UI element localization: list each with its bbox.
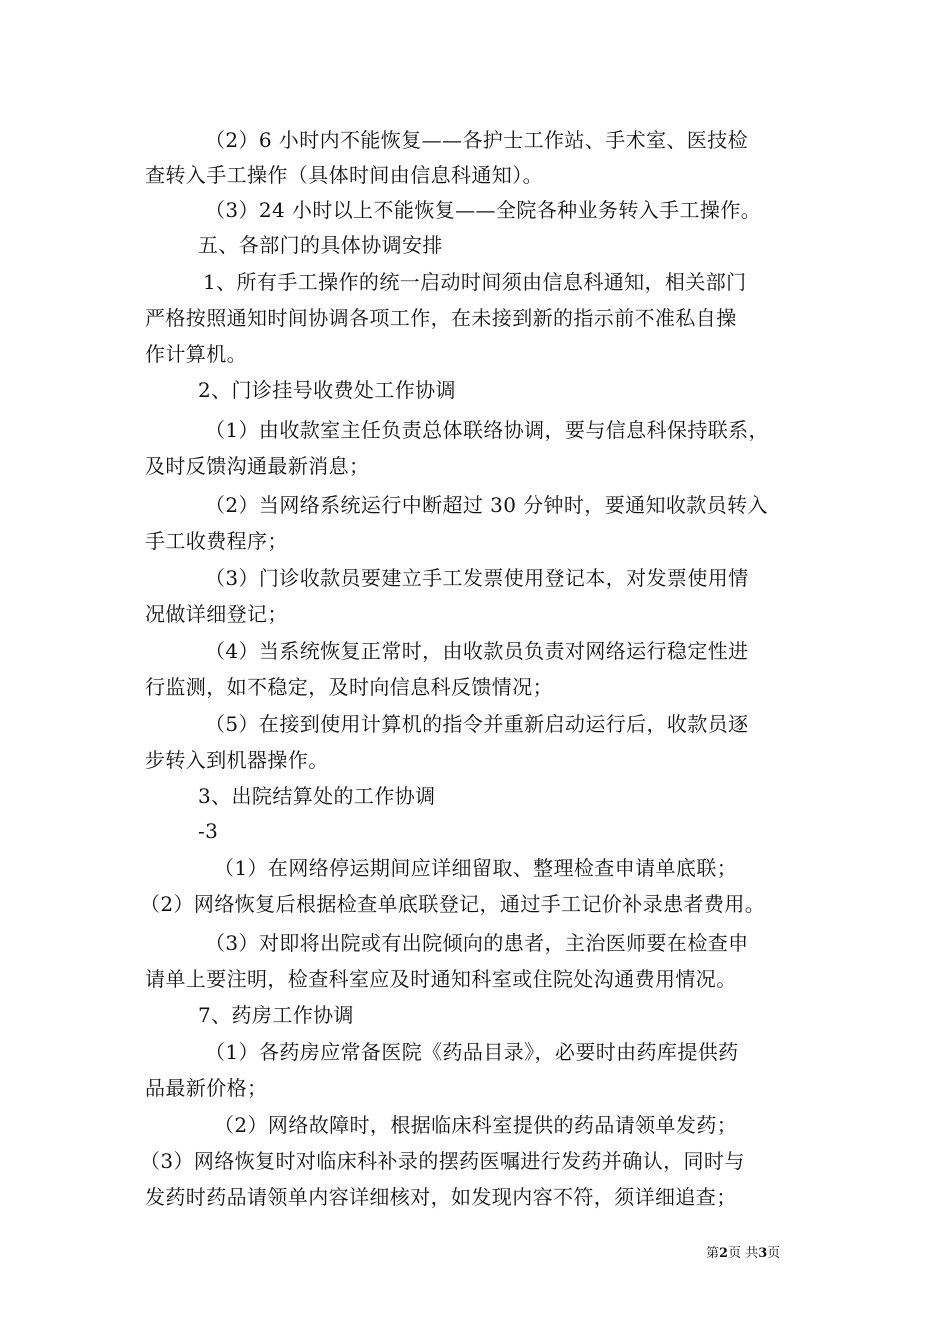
text-line-24: 请单上要注明，检查科室应及时通知科室或住院处沟通费用情况。 [145, 967, 737, 991]
footer-middle: 页 共 [728, 1246, 759, 1261]
text-line-28: （2）网络故障时，根据临床科室提供的药品请领单发药； [214, 1113, 738, 1137]
text-line-21: （1）在网络停运期间应详细留取、整理检查申请单底联； [214, 856, 738, 880]
text-line-18: 步转入到机器操作。 [145, 748, 329, 772]
text-line-3: （3）24 小时以上不能恢复——全院各种业务转入手工操作。 [205, 198, 762, 222]
text-line-9: （1）由收款室主任负责总体联络协调，要与信息科保持联系， [205, 418, 769, 442]
text-line-2: 查转入手工操作（具体时间由信息科通知）。 [145, 163, 543, 187]
subheading-outpatient: 2、门诊挂号收费处工作协调 [198, 378, 456, 402]
page-marker: -3 [198, 819, 219, 843]
text-line-5: 1、所有手工操作的统一启动时间须由信息科通知，相关部门 [203, 270, 747, 294]
text-line-14: 况做详细登记； [145, 602, 288, 626]
footer-total-pages: 3 [758, 1246, 768, 1261]
text-line-6: 严格按照通知时间协调各项工作，在未接到新的指示前不准私自操 [145, 306, 737, 330]
text-line-30: 发药时药品请领单内容详细核对，如发现内容不符，须详细追查； [145, 1185, 737, 1209]
text-line-16: 行监测，如不稳定，及时向信息科反馈情况； [145, 675, 553, 699]
text-line-23: （3）对即将出院或有出院倾向的患者，主治医师要在检查申 [205, 931, 749, 955]
page-number-footer [706, 1246, 780, 1262]
text-line-29: （3）网络恢复时对临床科补录的摆药医嘱进行发药并确认，同时与 [140, 1149, 745, 1173]
subheading-pharmacy: 7、药房工作协调 [198, 1003, 354, 1027]
text-line-7: 作计算机。 [145, 342, 247, 366]
text-line-12: 手工收费程序； [145, 529, 288, 553]
footer-prefix: 第 [706, 1246, 720, 1261]
text-line-1: （2）6 小时内不能恢复——各护士工作站、手术室、医技检 [205, 128, 749, 152]
text-line-17: （5）在接到使用计算机的指令并重新启动运行后，收款员逐 [205, 712, 749, 736]
text-line-27: 品最新价格； [145, 1076, 268, 1100]
text-line-15: （4）当系统恢复正常时，由收款员负责对网络运行稳定性进 [205, 639, 749, 663]
text-line-22: （2）网络恢复后根据检查单底联登记，通过手工记价补录患者费用。 [140, 892, 766, 916]
text-line-26: （1）各药房应常备医院《药品目录》，必要时由药库提供药 [205, 1040, 739, 1064]
footer-suffix: 页 [767, 1246, 781, 1261]
subheading-discharge: 3、出院结算处的工作协调 [198, 784, 436, 808]
text-line-10: 及时反馈沟通最新消息； [145, 454, 370, 478]
text-line-13: （3）门诊收款员要建立手工发票使用登记本，对发票使用情 [205, 566, 749, 590]
section-heading: 五、各部门的具体协调安排 [198, 233, 443, 257]
footer-current-page: 2 [719, 1246, 729, 1261]
text-line-11: （2）当网络系统运行中断超过 30 分钟时，要通知收款员转入 [205, 493, 768, 517]
